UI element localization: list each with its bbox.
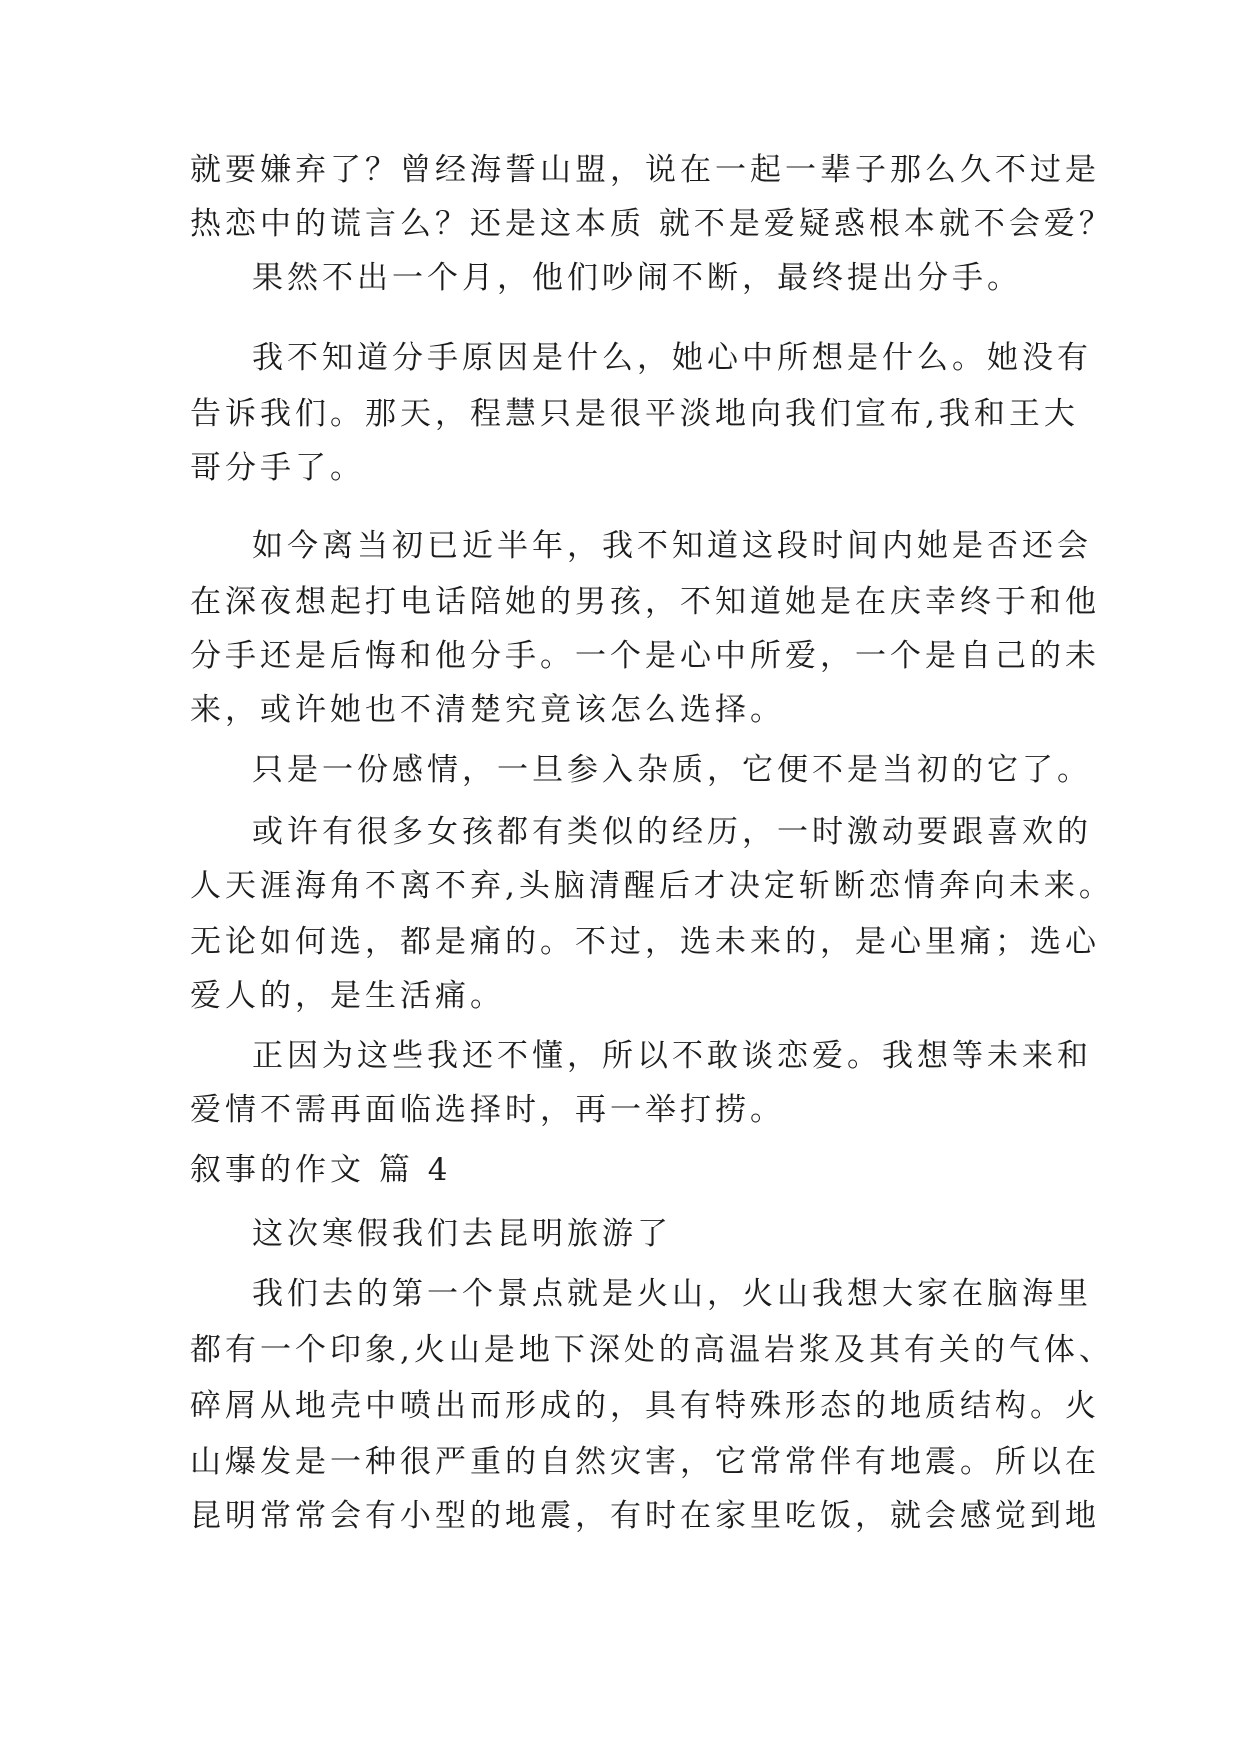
text-line: 告诉我们。那天，程慧只是很平淡地向我们宣布,我和王大 xyxy=(190,396,1079,432)
text-line: 分手还是后悔和他分手。一个是心中所爱，一个是自己的未 xyxy=(190,638,1100,674)
paragraph-start: 这次寒假我们去昆明旅游了 xyxy=(252,1216,672,1252)
text-line: 爱情不需再面临选择时，再一举打捞。 xyxy=(190,1092,785,1128)
text-line: 爱人的，是生活痛。 xyxy=(190,978,505,1014)
text-line: 在深夜想起打电话陪她的男孩，不知道她是在庆幸终于和他 xyxy=(190,584,1100,620)
text-line: 来，或许她也不清楚究竟该怎么选择。 xyxy=(190,692,785,728)
text-line: 人天涯海角不离不弃,头脑清醒后才决定斩断恋情奔向未来。 xyxy=(190,868,1114,904)
paragraph-start: 或许有很多女孩都有类似的经历，一时激动要跟喜欢的 xyxy=(252,814,1092,850)
paragraph-start: 如今离当初已近半年，我不知道这段时间内她是否还会 xyxy=(252,528,1092,564)
paragraph-start: 正因为这些我还不懂，所以不敢谈恋爱。我想等未来和 xyxy=(252,1038,1092,1074)
text-line: 都有一个印象,火山是地下深处的高温岩浆及其有关的气体、 xyxy=(190,1332,1114,1368)
text-line: 无论如何选，都是痛的。不过，选未来的，是心里痛；选心 xyxy=(190,924,1100,960)
paragraph-start: 我们去的第一个景点就是火山，火山我想大家在脑海里 xyxy=(252,1276,1092,1312)
text-line: 山爆发是一种很严重的自然灾害，它常常伴有地震。所以在 xyxy=(190,1444,1100,1480)
section-heading: 叙事的作文 篇 4 xyxy=(190,1152,452,1188)
text-line: 哥分手了。 xyxy=(190,450,365,486)
text-line: 昆明常常会有小型的地震，有时在家里吃饭，就会感觉到地 xyxy=(190,1498,1100,1534)
text-line: 热恋中的谎言么？还是这本质 就不是爱疑惑根本就不会爱？ xyxy=(190,206,1114,242)
text-line: 碎屑从地壳中喷出而形成的，具有特殊形态的地质结构。火 xyxy=(190,1388,1100,1424)
paragraph-start: 我不知道分手原因是什么，她心中所想是什么。她没有 xyxy=(252,340,1092,376)
paragraph-start: 果然不出一个月，他们吵闹不断，最终提出分手。 xyxy=(252,260,1022,296)
paragraph-start: 只是一份感情，一旦参入杂质，它便不是当初的它了。 xyxy=(252,752,1092,788)
text-line: 就要嫌弃了？曾经海誓山盟，说在一起一辈子那么久不过是 xyxy=(190,152,1100,188)
